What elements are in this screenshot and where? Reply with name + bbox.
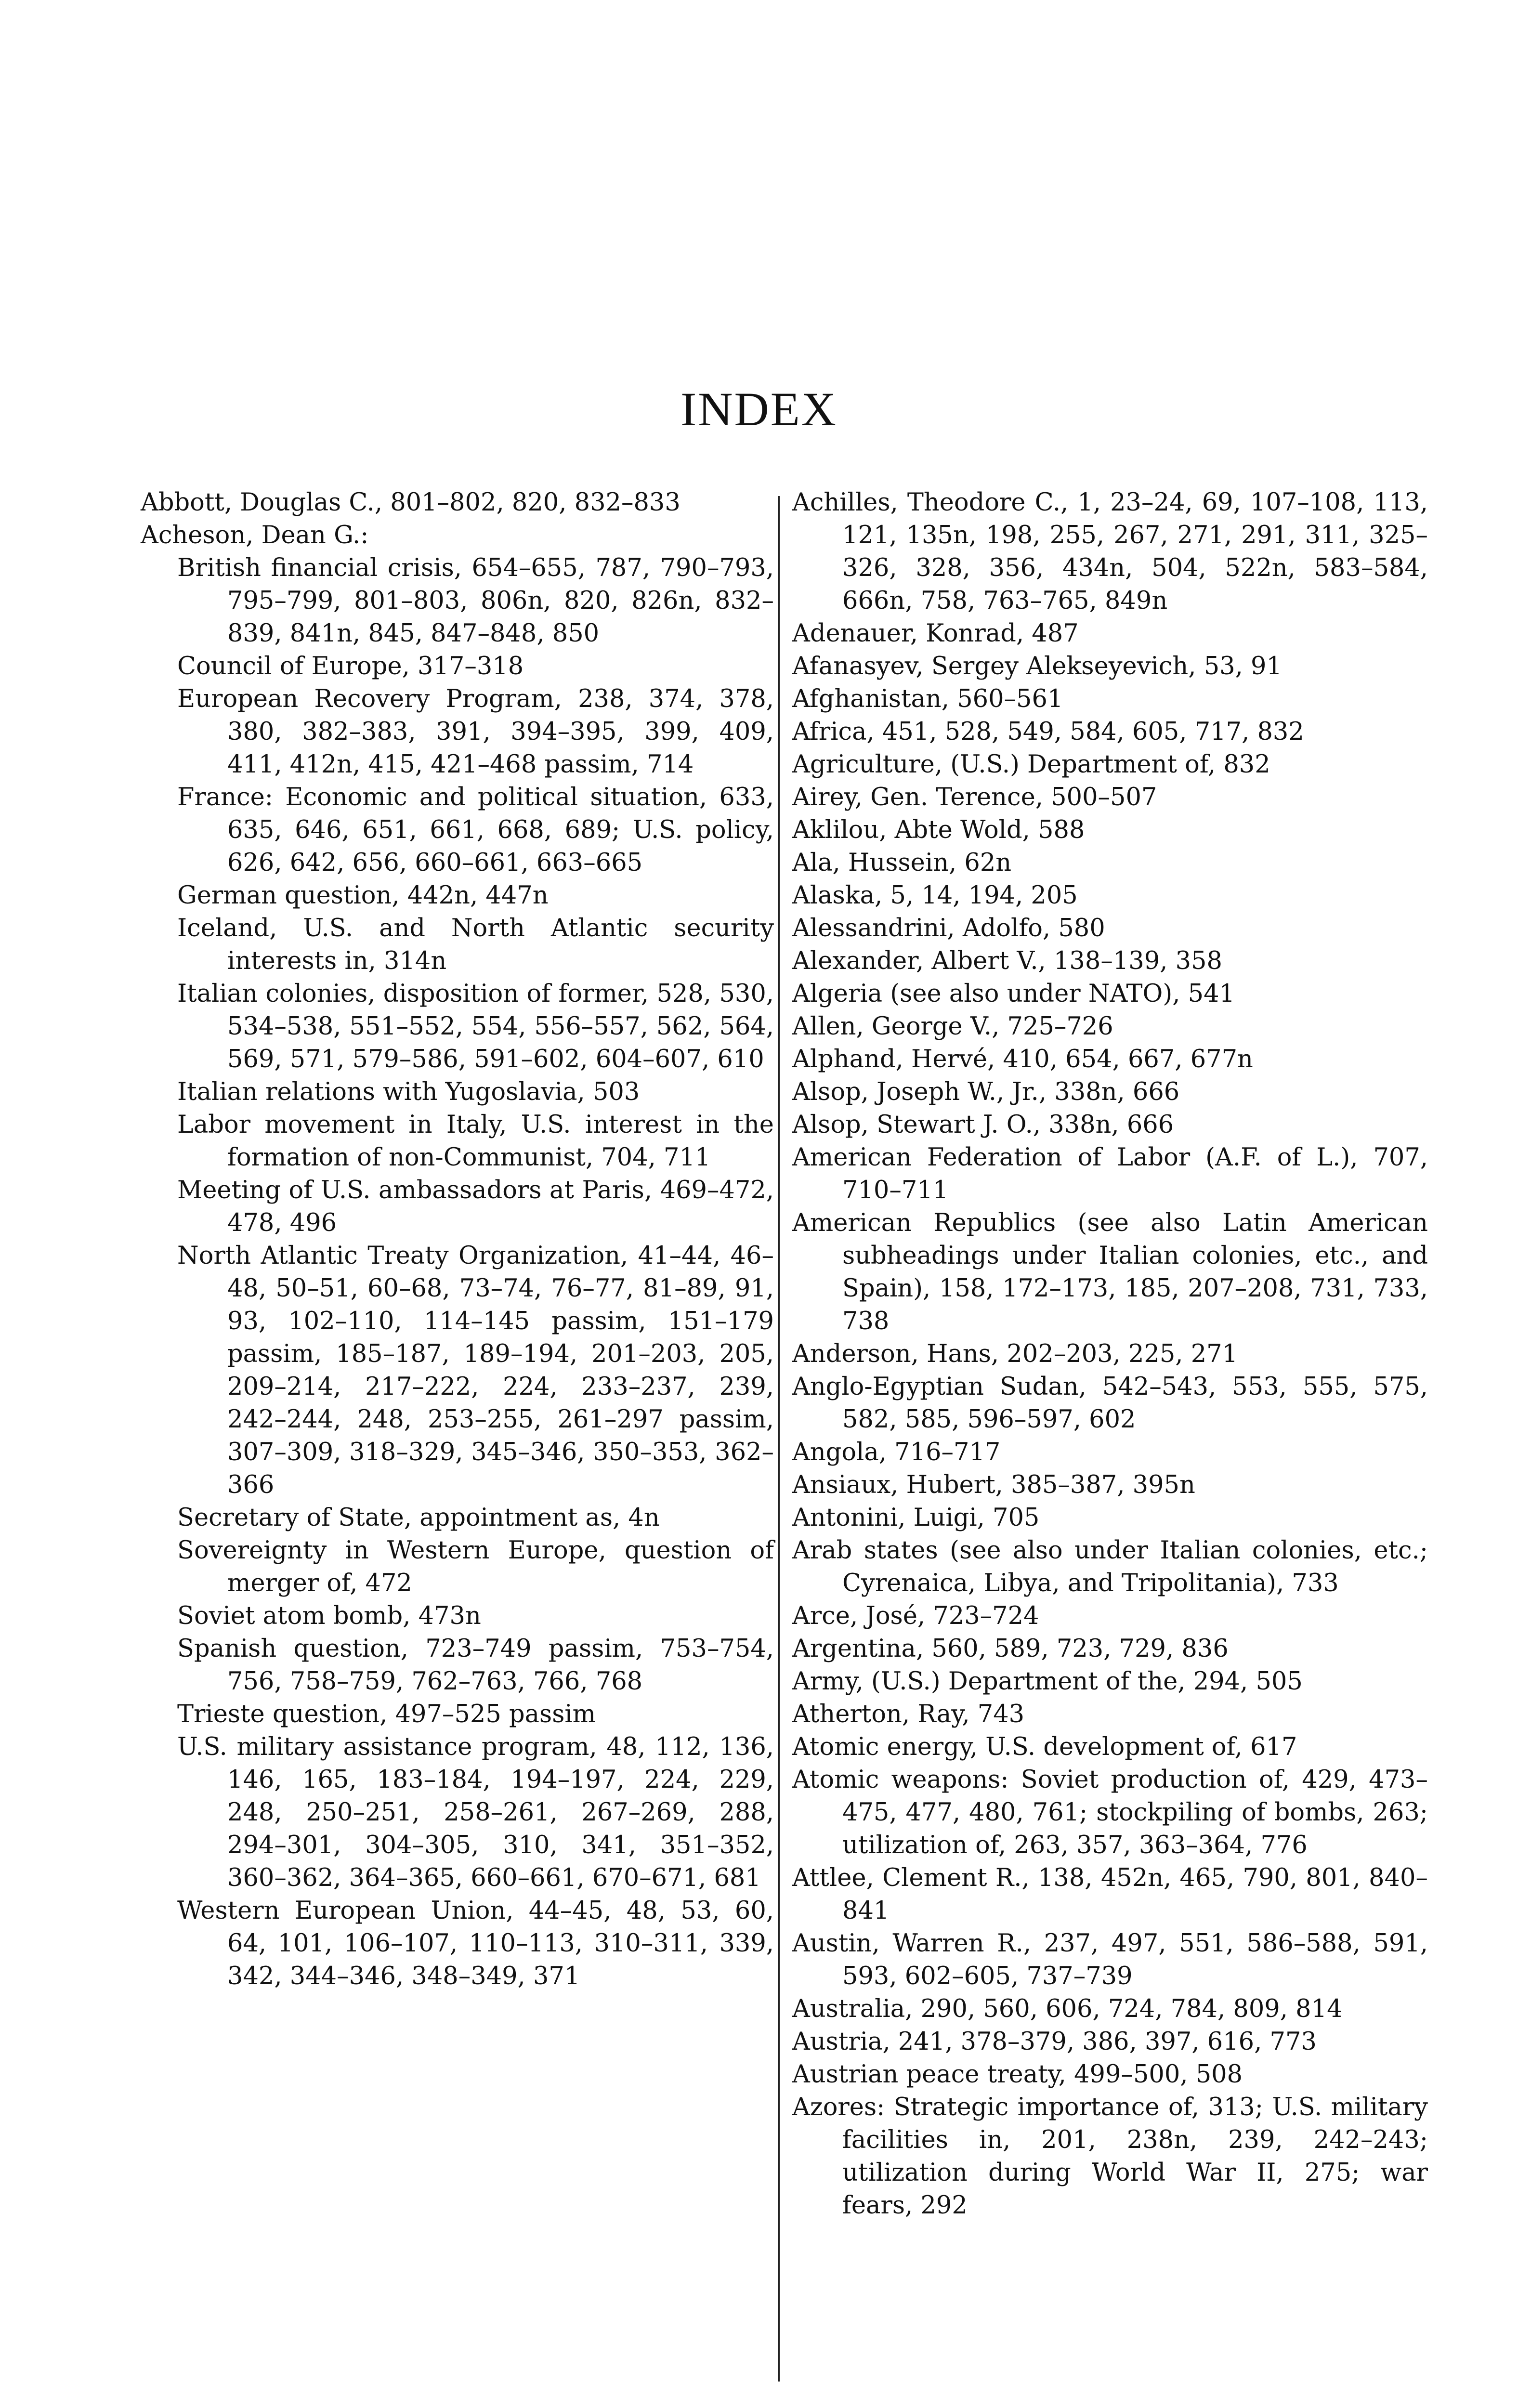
index-entry: Australia, 290, 560, 606, 724, 784, 809, 814 — [792, 1995, 1343, 2023]
index-entry: Africa, 451, 528, 549, 584, 605, 717, 832 — [792, 718, 1304, 746]
index-entry: Alessandrini, Adolfo, 580 — [792, 914, 1105, 942]
index-entry: Alsop, Joseph W., Jr., 338n, 666 — [792, 1078, 1180, 1106]
index-entry: Agriculture, (U.S.) Department of, 832 — [792, 750, 1270, 779]
index-subentry: Italian colonies, disposition of former, 528, 530, 534–538, 551–552, 554, 556–557, 562, 564, 569, 571, 579–586, 591–602, 604–607, 610 — [177, 980, 774, 1073]
index-entry: Algeria (see also under NATO), 541 — [792, 980, 1235, 1008]
index-entry: Allen, George V., 725–726 — [792, 1012, 1113, 1041]
index-entry: Austin, Warren R., 237, 497, 551, 586–588, 591, 593, 602–605, 737–739 — [792, 1929, 1428, 1990]
index-subentry: Sovereignty in Western Europe, question of merger of, 472 — [177, 1536, 774, 1597]
index-subentry: North Atlantic Treaty Organization, 41–44, 46–48, 50–51, 60–68, 73–74, 76–77, 81–89, 91, 93, 102–110, 114–145 passim, 151–179 passim, 185–187, 189–194, 201–203, 205, 209–214, 217–222, 224, 233–237, 239, 242–244, 248, 253–255, 261–297 passim, 307–309, 318–329, 345–346, 350–353, 362–366 — [177, 1242, 774, 1499]
index-entry: Airey, Gen. Terence, 500–507 — [792, 783, 1157, 811]
index-entry: Afghanistan, 560–561 — [792, 685, 1063, 713]
index-entry: Ala, Hussein, 62n — [792, 849, 1012, 877]
index-entry: American Federation of Labor (A.F. of L.), 707, 710–711 — [792, 1143, 1428, 1204]
index-subentry: France: Economic and political situation, 633, 635, 646, 651, 661, 668, 689; U.S. policy, 626, 642, 656, 660–661, 663–665 — [177, 783, 774, 877]
index-entry: Anglo-Egyptian Sudan, 542–543, 553, 555, 575, 582, 585, 596–597, 602 — [792, 1373, 1428, 1434]
index-subentry: Secretary of State, appointment as, 4n — [177, 1504, 660, 1532]
index-entry: Alexander, Albert V., 138–139, 358 — [792, 947, 1222, 975]
index-entry: Atherton, Ray, 743 — [792, 1700, 1025, 1728]
index-entry: Argentina, 560, 589, 723, 729, 836 — [792, 1635, 1229, 1663]
column-divider — [778, 496, 780, 2382]
index-subentry: Trieste question, 497–525 passim — [177, 1700, 596, 1728]
index-entry: Acheson, Dean G.: — [141, 521, 369, 550]
index-subentry: German question, 442n, 447n — [177, 881, 549, 910]
index-subentry: Italian relations with Yugoslavia, 503 — [177, 1078, 640, 1106]
index-entry: Adenauer, Konrad, 487 — [792, 619, 1079, 648]
page-title: INDEX — [680, 382, 838, 436]
index-subentry: Labor movement in Italy, U.S. interest in the formation of non-Communist, 704, 711 — [177, 1111, 774, 1172]
index-column-left — [141, 486, 774, 1993]
index-entry: Austrian peace treaty, 499–500, 508 — [792, 2060, 1243, 2089]
index-entry: Aklilou, Abte Wold, 588 — [792, 816, 1085, 844]
index-entry: Afanasyev, Sergey Alekseyevich, 53, 91 — [792, 652, 1282, 681]
index-column-right — [792, 486, 1428, 2222]
index-subentry: Iceland, U.S. and North Atlantic security interests in, 314n — [177, 914, 774, 975]
index-subentry: Western European Union, 44–45, 48, 53, 60, 64, 101, 106–107, 110–113, 310–311, 339, 342, 344–346, 348–349, 371 — [177, 1897, 774, 1990]
index-entry: Austria, 241, 378–379, 386, 397, 616, 773 — [792, 2028, 1317, 2056]
index-entry: Achilles, Theodore C., 1, 23–24, 69, 107–108, 113, 121, 135n, 198, 255, 267, 271, 291, 311, 325–326, 328, 356, 434n, 504, 522n, 583–584, 666n, 758, 763–765, 849n — [792, 488, 1428, 615]
index-subentry: Spanish question, 723–749 passim, 753–754, 756, 758–759, 762–763, 766, 768 — [177, 1635, 774, 1696]
index-subentry: British financial crisis, 654–655, 787, 790–793, 795–799, 801–803, 806n, 820, 826n, 832–839, 841n, 845, 847–848, 850 — [177, 554, 774, 648]
index-entry: Azores: Strategic importance of, 313; U.S. military facilities in, 201, 238n, 239, 242–243; utilization during World War II, 275; war fears, 292 — [792, 2093, 1428, 2220]
index-entry: Anderson, Hans, 202–203, 225, 271 — [792, 1340, 1238, 1368]
index-entry: Ansiaux, Hubert, 385–387, 395n — [792, 1471, 1195, 1499]
index-entry: Army, (U.S.) Department of the, 294, 505 — [792, 1667, 1303, 1696]
index-entry: Alaska, 5, 14, 194, 205 — [792, 881, 1078, 910]
index-subentry: Council of Europe, 317–318 — [177, 652, 524, 681]
index-entry: Angola, 716–717 — [792, 1438, 1001, 1466]
index-subentry: Soviet atom bomb, 473n — [177, 1602, 481, 1630]
index-entry: Arab states (see also under Italian colonies, etc.; Cyrenaica, Libya, and Tripolitania), 733 — [792, 1536, 1428, 1597]
index-entry: Atomic weapons: Soviet production of, 429, 473–475, 477, 480, 761; stockpiling of bombs, 263; utilization of, 263, 357, 363–364, 776 — [792, 1766, 1428, 1859]
index-entry: American Republics (see also Latin American subheadings under Italian colonies, etc., and Spain), 158, 172–173, 185, 207–208, 731, 733, 738 — [792, 1209, 1428, 1335]
index-entry: Attlee, Clement R., 138, 452n, 465, 790, 801, 840–841 — [792, 1864, 1428, 1925]
index-entry: Abbott, Douglas C., 801–802, 820, 832–833 — [141, 488, 680, 517]
index-subentry: Meeting of U.S. ambassadors at Paris, 469–472, 478, 496 — [177, 1176, 774, 1237]
index-subentry: U.S. military assistance program, 48, 112, 136, 146, 165, 183–184, 194–197, 224, 229, 248, 250–251, 258–261, 267–269, 288, 294–301, 304–305, 310, 341, 351–352, 360–362, 364–365, 660–661, 670–671, 681 — [177, 1733, 774, 1892]
index-entry: Antonini, Luigi, 705 — [792, 1504, 1040, 1532]
index-entry: Atomic energy, U.S. development of, 617 — [792, 1733, 1297, 1761]
index-entry: Arce, José, 723–724 — [792, 1602, 1039, 1630]
index-entry: Alphand, Hervé, 410, 654, 667, 677n — [792, 1045, 1253, 1073]
index-entry: Alsop, Stewart J. O., 338n, 666 — [792, 1111, 1174, 1139]
index-subentry: European Recovery Program, 238, 374, 378, 380, 382–383, 391, 394–395, 399, 409, 411, 412n, 415, 421–468 passim, 714 — [177, 685, 774, 779]
